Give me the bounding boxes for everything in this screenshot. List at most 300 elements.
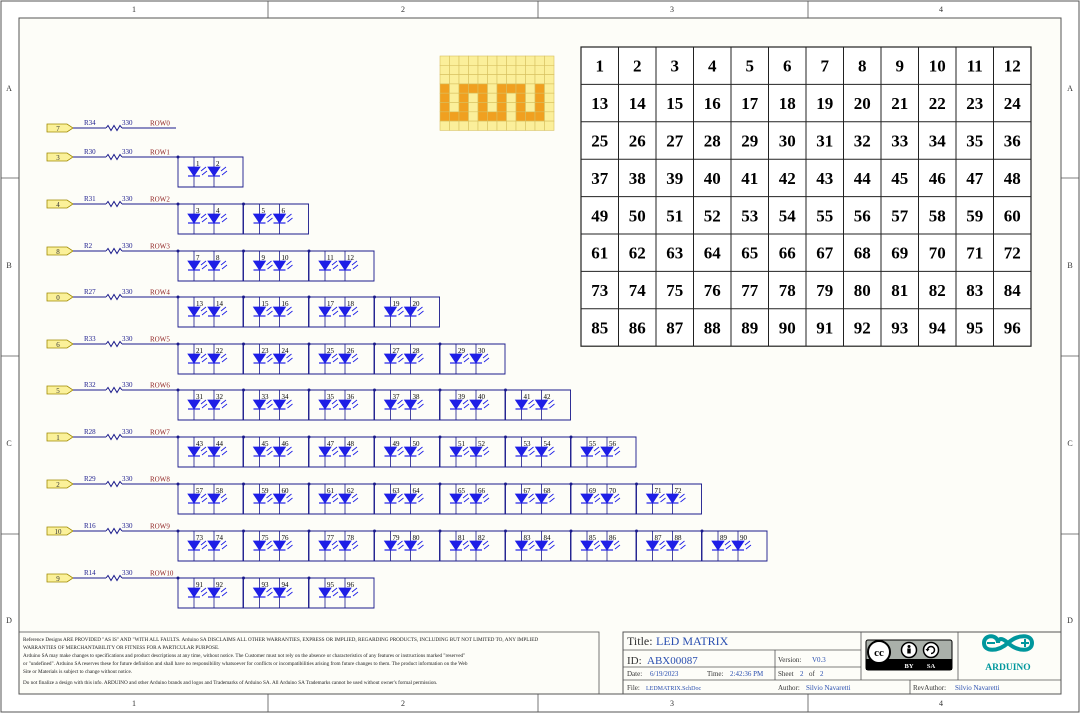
led-number: 64: [412, 487, 420, 495]
pixel-lit: [459, 84, 469, 93]
pixel-lit: [497, 112, 507, 121]
pixel-lit: [497, 103, 507, 112]
junction: [242, 250, 245, 253]
grid-cell-number: 29: [741, 131, 759, 151]
grid-cell-number: 51: [666, 206, 684, 226]
grid-cell-number: 50: [628, 206, 646, 226]
frame-column-label: 2: [401, 5, 405, 14]
led-number: 42: [543, 393, 551, 401]
sheet-total-value: 2: [820, 670, 824, 678]
pin-number: 5: [56, 387, 60, 395]
pixel-lit: [459, 112, 469, 121]
junction: [570, 436, 573, 439]
grid-cell-number: 8: [858, 56, 867, 76]
grid-cell-number: 25: [591, 131, 609, 151]
led-index-grid: [581, 47, 1031, 346]
pixel-off: [478, 75, 488, 84]
frame-column-label: 1: [132, 5, 136, 14]
pin-port: [47, 153, 73, 161]
led-pattern-preview: [440, 56, 554, 130]
pixel-off: [450, 93, 460, 102]
led-number: 80: [412, 534, 420, 542]
resistor-designator: R32: [84, 381, 96, 389]
led-number: 65: [458, 487, 465, 495]
junction: [635, 483, 638, 486]
pin-number: 0: [56, 294, 60, 302]
pixel-off: [469, 75, 479, 84]
pixel-off: [469, 121, 479, 130]
pin-port: [47, 200, 73, 208]
pin-number: 1: [56, 434, 60, 442]
grid-cell-number: 67: [816, 243, 834, 263]
pixel-off: [497, 65, 507, 74]
pin-number: 4: [56, 201, 60, 209]
revauthor-value: Silvio Navaretti: [955, 684, 1000, 692]
junction: [439, 436, 442, 439]
pixel-off: [526, 93, 536, 102]
arduino-logo-text: ARDUINO: [985, 663, 1031, 673]
grid-cell-number: 12: [1003, 56, 1021, 76]
junction: [308, 577, 311, 580]
frame-column-label: 2: [401, 699, 405, 708]
led-number: 34: [281, 393, 289, 401]
led-number: 26: [347, 347, 354, 355]
resistor-value: 330: [122, 569, 133, 577]
led-number: 24: [281, 347, 289, 355]
led-number: 68: [543, 487, 551, 495]
led-number: 91: [196, 581, 203, 589]
junction: [308, 530, 311, 533]
grid-cell-number: 78: [778, 281, 796, 301]
pixel-lit: [488, 112, 498, 121]
pixel-lit: [516, 112, 526, 121]
time-label: Time:: [707, 670, 724, 678]
pin-port: [47, 433, 73, 441]
junction: [242, 577, 245, 580]
junction: [242, 296, 245, 299]
grid-cell-number: 91: [816, 318, 834, 338]
grid-cell-number: 60: [1003, 206, 1021, 226]
net-label: ROW10: [150, 569, 174, 578]
pixel-off: [469, 56, 479, 65]
pin-port: [47, 293, 73, 301]
resistor-value: 330: [122, 522, 133, 530]
frame-column-label: 4: [939, 699, 943, 708]
pixel-lit: [497, 84, 507, 93]
junction: [177, 296, 180, 299]
junction: [308, 483, 311, 486]
resistor-value: 330: [122, 335, 133, 343]
led-number: 41: [523, 393, 531, 401]
grid-cell-number: 26: [628, 131, 646, 151]
led-number: 20: [412, 300, 420, 308]
pixel-off: [450, 65, 460, 74]
grid-cell-number: 74: [628, 281, 646, 301]
pixel-off: [450, 103, 460, 112]
led-number: 89: [720, 534, 727, 542]
led-number: 54: [543, 440, 551, 448]
grid-cell-number: 96: [1003, 318, 1021, 338]
pixel-off: [488, 65, 498, 74]
junction: [504, 530, 507, 533]
pixel-off: [535, 56, 545, 65]
led-number: 63: [392, 487, 400, 495]
led-number: 38: [412, 393, 420, 401]
pixel-off: [459, 65, 469, 74]
junction: [242, 203, 245, 206]
junction: [439, 389, 442, 392]
grid-cell-number: 10: [928, 56, 946, 76]
grid-cell-number: 75: [666, 281, 684, 301]
led-number: 44: [216, 440, 223, 448]
net-label: ROW2: [150, 195, 170, 204]
grid-cell-number: 86: [628, 318, 646, 338]
grid-cell-number: 36: [1003, 131, 1021, 151]
pixel-off: [526, 121, 536, 130]
title-block: [623, 632, 1061, 694]
junction: [504, 483, 507, 486]
version-value: V0.3: [812, 656, 826, 664]
led-number: 36: [347, 393, 354, 401]
disclaimer-line: or "undefined". Arduino SA reserves these for future definition and shall have no responsibility whatsoever for conflicts or incompatibilities arising from future changes to them. The product information on the Web: [23, 661, 468, 667]
grid-cell-number: 82: [928, 281, 946, 301]
junction: [504, 436, 507, 439]
net-label: ROW6: [150, 381, 170, 390]
led-number: 75: [261, 534, 269, 542]
led-number: 51: [458, 440, 465, 448]
led-number: 14: [216, 300, 223, 308]
grid-cell-number: 35: [966, 131, 984, 151]
led-number: 83: [523, 534, 531, 542]
grid-cell-number: 81: [891, 281, 909, 301]
grid-cell-number: 76: [703, 281, 721, 301]
led-number: 11: [327, 254, 334, 262]
pixel-off: [516, 121, 526, 130]
led-number: 69: [589, 487, 596, 495]
disclaimer-line: Do not finalize a design with this info. ARDUINO and other Arduino brands and logos and Trademarks of Arduino SA. All Arduino SA Trademarks cannot be used without owner's formal permission.: [23, 680, 438, 686]
title-value: LED MATRIX: [656, 634, 729, 648]
led-number: 59: [261, 487, 269, 495]
resistor-designator: R16: [84, 522, 96, 530]
pixel-lit: [507, 84, 517, 93]
pixel-off: [440, 121, 450, 130]
disclaimer-line: Arduino SA may make changes to specifications and product descriptions at any time, without notice. The Customer must not rely on the absence or characteristics of any features or instructions marked "reserved": [23, 653, 466, 659]
cc-by-sa-license-icon: [866, 640, 952, 670]
grid-cell-number: 3: [670, 56, 679, 76]
junction: [570, 483, 573, 486]
pixel-off: [545, 56, 555, 65]
pixel-lit: [535, 112, 545, 121]
pixel-off: [535, 121, 545, 130]
grid-cell-number: 31: [816, 131, 834, 151]
pixel-off: [478, 65, 488, 74]
grid-cell-number: 70: [928, 243, 946, 263]
grid-cell-number: 20: [853, 94, 871, 114]
led-number: 82: [478, 534, 485, 542]
junction: [635, 530, 638, 533]
grid-cell-number: 71: [966, 243, 984, 263]
led-number: 29: [458, 347, 465, 355]
grid-cell-number: 6: [783, 56, 792, 76]
grid-cell-number: 61: [591, 243, 609, 263]
led-number: 81: [458, 534, 465, 542]
grid-cell-number: 69: [891, 243, 909, 263]
pixel-off: [545, 84, 555, 93]
led-number: 7: [196, 254, 200, 262]
frame-row-label: D: [1067, 616, 1073, 625]
grid-cell-number: 13: [591, 94, 609, 114]
led-number: 77: [327, 534, 334, 542]
grid-cell-number: 11: [966, 56, 983, 76]
led-number: 5: [261, 207, 265, 215]
led-number: 46: [281, 440, 289, 448]
pixel-off: [478, 121, 488, 130]
resistor-value: 330: [122, 242, 133, 250]
led-number: 40: [478, 393, 485, 401]
grid-cell-number: 73: [591, 281, 609, 301]
grid-cell-number: 88: [703, 318, 721, 338]
junction: [701, 530, 704, 533]
led-number: 87: [654, 534, 662, 542]
pixel-off: [535, 65, 545, 74]
pixel-lit: [469, 84, 479, 93]
grid-cell-number: 41: [741, 168, 759, 188]
junction: [177, 250, 180, 253]
pixel-off: [545, 112, 555, 121]
grid-cell-number: 85: [591, 318, 609, 338]
led-number: 25: [327, 347, 334, 355]
junction: [373, 483, 376, 486]
grid-cell-number: 53: [741, 206, 759, 226]
grid-cell-number: 22: [928, 94, 946, 114]
resistor-value: 330: [122, 195, 133, 203]
pixel-off: [507, 65, 517, 74]
net-label: ROW1: [150, 148, 170, 157]
led-number: 47: [327, 440, 334, 448]
grid-cell-number: 44: [853, 168, 871, 188]
pixel-off: [478, 56, 488, 65]
net-label: ROW3: [150, 242, 170, 251]
led-number: 28: [412, 347, 420, 355]
pixel-off: [526, 65, 536, 74]
grid-cell-number: 46: [928, 168, 946, 188]
pixel-off: [545, 93, 555, 102]
grid-cell-number: 95: [966, 318, 984, 338]
file-value: LEDMATRIX.SchDoc: [646, 686, 702, 692]
led-number: 23: [261, 347, 269, 355]
resistor-designator: R31: [84, 195, 96, 203]
pixel-off: [469, 112, 479, 121]
net-label: ROW7: [150, 428, 170, 437]
pixel-lit: [440, 93, 450, 102]
pin-number: 6: [56, 341, 60, 349]
led-number: 53: [523, 440, 531, 448]
led-number: 90: [740, 534, 747, 542]
pixel-off: [507, 93, 517, 102]
grid-cell-number: 37: [591, 168, 609, 188]
led-number: 37: [392, 393, 400, 401]
led-number: 15: [261, 300, 269, 308]
grid-cell-number: 68: [853, 243, 871, 263]
grid-cell-number: 62: [628, 243, 646, 263]
grid-cell-number: 23: [966, 94, 984, 114]
led-number: 16: [281, 300, 289, 308]
frame-row-label: B: [1067, 261, 1073, 270]
grid-cell-number: 87: [666, 318, 684, 338]
grid-cell-number: 9: [895, 56, 904, 76]
resistor-value: 330: [122, 288, 133, 296]
led-number: 4: [216, 207, 220, 215]
pixel-off: [545, 121, 555, 130]
pixel-off: [516, 56, 526, 65]
led-number: 48: [347, 440, 354, 448]
led-number: 32: [216, 393, 223, 401]
junction: [177, 436, 180, 439]
resistor-value: 330: [122, 428, 133, 436]
led-number: 19: [392, 300, 400, 308]
pixel-lit: [440, 84, 450, 93]
junction: [242, 389, 245, 392]
junction: [373, 436, 376, 439]
led-number: 55: [589, 440, 596, 448]
grid-cell-number: 47: [966, 168, 984, 188]
grid-cell-number: 80: [853, 281, 871, 301]
grid-cell-number: 17: [741, 94, 759, 114]
junction: [308, 296, 311, 299]
junction: [242, 343, 245, 346]
date-label: Date:: [627, 670, 643, 678]
led-number: 73: [196, 534, 203, 542]
grid-cell-number: 94: [928, 318, 946, 338]
pixel-off: [535, 75, 545, 84]
led-number: 39: [458, 393, 465, 401]
pixel-off: [526, 75, 536, 84]
frame-row-label: C: [1067, 439, 1073, 448]
led-number: 45: [261, 440, 269, 448]
grid-cell-number: 64: [703, 243, 721, 263]
led-number: 56: [609, 440, 616, 448]
grid-cell-number: 54: [778, 206, 796, 226]
led-number: 58: [216, 487, 223, 495]
junction: [308, 436, 311, 439]
led-number: 86: [609, 534, 616, 542]
grid-cell-number: 63: [666, 243, 684, 263]
resistor-designator: R27: [84, 288, 96, 296]
pixel-off: [507, 56, 517, 65]
junction: [177, 156, 180, 159]
pixel-off: [450, 121, 460, 130]
grid-cell-number: 90: [778, 318, 796, 338]
pixel-off: [488, 84, 498, 93]
junction: [177, 343, 180, 346]
led-number: 85: [589, 534, 596, 542]
version-label: Version:: [778, 656, 802, 664]
led-number: 1: [196, 160, 200, 168]
led-number: 52: [478, 440, 485, 448]
grid-cell-number: 40: [703, 168, 721, 188]
grid-cell-number: 39: [666, 168, 684, 188]
grid-cell-number: 84: [1003, 281, 1021, 301]
pixel-lit: [535, 93, 545, 102]
led-number: 61: [327, 487, 334, 495]
pixel-off: [526, 56, 536, 65]
pixel-lit: [478, 103, 488, 112]
pin-port: [47, 247, 73, 255]
grid-cell-number: 27: [666, 131, 684, 151]
grid-cell-number: 33: [891, 131, 909, 151]
author-label: Author:: [778, 684, 800, 692]
led-number: 22: [216, 347, 223, 355]
pixel-off: [516, 75, 526, 84]
net-label: ROW0: [150, 119, 170, 128]
pixel-off: [545, 75, 555, 84]
grid-cell-number: 45: [891, 168, 909, 188]
led-number: 18: [347, 300, 354, 308]
led-number: 2: [216, 160, 220, 168]
grid-cell-number: 43: [816, 168, 834, 188]
file-label: File:: [627, 684, 640, 692]
frame-row-label: C: [6, 439, 12, 448]
grid-cell-number: 56: [853, 206, 871, 226]
junction: [177, 389, 180, 392]
cc-icon-glyph: cc: [874, 647, 884, 659]
junction: [177, 577, 180, 580]
pixel-off: [469, 103, 479, 112]
grid-cell-number: 30: [778, 131, 796, 151]
junction: [177, 203, 180, 206]
grid-cell-number: 49: [591, 206, 609, 226]
led-number: 94: [281, 581, 289, 589]
junction: [308, 250, 311, 253]
net-label: ROW5: [150, 335, 170, 344]
resistor-designator: R34: [84, 119, 96, 127]
grid-cell-number: 28: [703, 131, 721, 151]
led-number: 95: [327, 581, 334, 589]
pin-port: [47, 386, 73, 394]
grid-cell-number: 55: [816, 206, 834, 226]
pixel-off: [488, 93, 498, 102]
junction: [242, 530, 245, 533]
led-number: 79: [392, 534, 400, 542]
grid-cell-number: 77: [741, 281, 759, 301]
led-number: 92: [216, 581, 223, 589]
led-number: 49: [392, 440, 400, 448]
led-number: 17: [327, 300, 334, 308]
junction: [570, 530, 573, 533]
pixel-lit: [516, 84, 526, 93]
grid-cell-number: 16: [703, 94, 721, 114]
pin-number: 3: [56, 154, 60, 162]
title-label: Title:: [627, 634, 653, 648]
pixel-off: [545, 65, 555, 74]
pin-port: [47, 574, 73, 582]
pixel-off: [440, 56, 450, 65]
grid-cell-number: 32: [853, 131, 871, 151]
grid-cell-number: 72: [1003, 243, 1021, 263]
frame-row-label: B: [6, 261, 12, 270]
grid-cell-number: 34: [928, 131, 946, 151]
led-number: 88: [674, 534, 682, 542]
resistor-designator: R33: [84, 335, 96, 343]
led-number: 93: [261, 581, 269, 589]
junction: [373, 389, 376, 392]
grid-cell-number: 59: [966, 206, 984, 226]
grid-cell-number: 48: [1003, 168, 1021, 188]
disclaimer-line: WARRANTIES OF MERCHANTABILITY OR FITNESS FOR A PARTICULAR PURPOSE.: [23, 645, 220, 651]
led-number: 74: [216, 534, 223, 542]
pixel-off: [450, 75, 460, 84]
pixel-off: [450, 56, 460, 65]
